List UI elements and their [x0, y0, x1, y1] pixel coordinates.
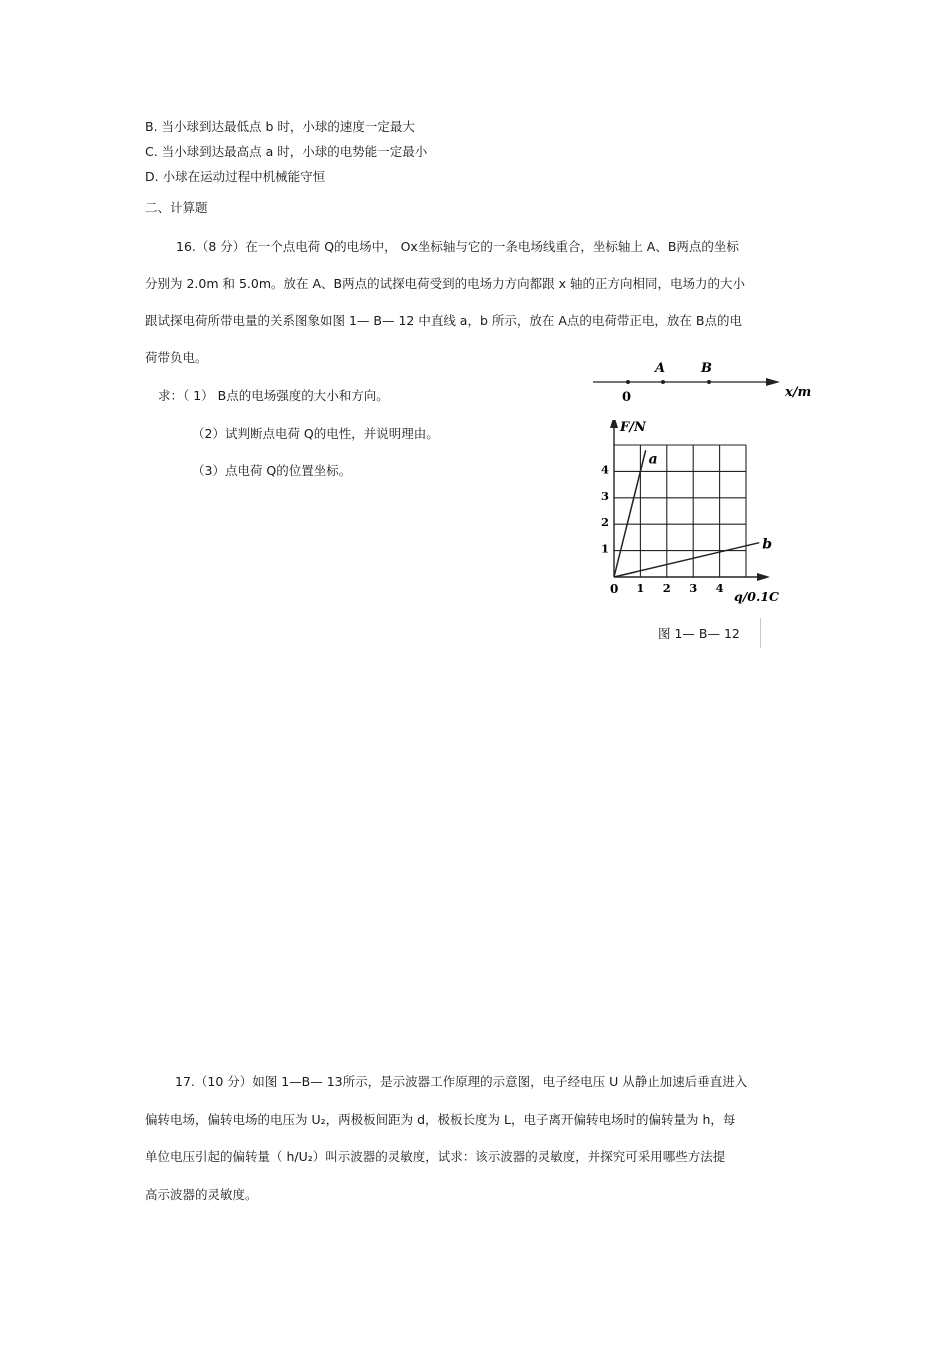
q16-line2: 分别为 2.0m 和 5.0m。放在 A、B两点的试探电荷受到的电场力方向都跟 x 轴的正方向相同，电场力的大小	[145, 276, 745, 291]
q17-line3: 单位电压引起的偏转量（ h/U₂）叫示波器的灵敏度，试求：该示波器的灵敏度，并探究可采用哪些方法提	[145, 1149, 726, 1164]
q16-ask2: （2）试判断点电荷 Q的电性，并说明理由。	[192, 426, 439, 441]
x-tick-label: 3	[689, 581, 698, 595]
choice-b: B. 当小球到达最低点 b 时，小球的速度一定最大	[145, 119, 415, 134]
axis-point-b-label: B	[701, 361, 712, 376]
q16-line4: 荷带负电。	[145, 350, 208, 365]
f-q-graph	[592, 420, 802, 610]
q16-ask3: （3）点电荷 Q的位置坐标。	[192, 463, 352, 478]
y-tick-label: 3	[601, 488, 610, 503]
axis-origin-label: 0	[622, 390, 632, 405]
graph-grid	[614, 445, 746, 577]
q17-line1: 17.（10 分）如图 1—B— 13所示，是示波器工作原理的示意图，电子经电压 U 从静止加速后垂直进入	[175, 1074, 748, 1089]
point-b-dot	[707, 380, 711, 384]
choice-c: C. 当小球到达最高点 a 时，小球的电势能一定最小	[145, 144, 428, 159]
point-a-dot	[661, 380, 665, 384]
x-axis-arrow	[766, 378, 780, 386]
choice-d: D. 小球在运动过程中机械能守恒	[145, 169, 326, 184]
series-label-a: a	[648, 451, 658, 468]
x-tick-label: 4	[715, 581, 724, 595]
graph-x-label: q/0.1C	[734, 589, 780, 604]
q16-line3: 跟试探电荷所带电量的关系图象如图 1— B— 12 中直线 a，b 所示，放在 A点的电荷带正电，放在 B点的电	[145, 313, 742, 328]
axis-point-a-label: A	[655, 361, 666, 376]
axis-x-label: x/m	[785, 385, 812, 400]
x-axis-figure	[585, 355, 815, 405]
x-axis-arrow	[757, 573, 770, 581]
y-tick-label: 1	[601, 541, 610, 556]
q17-line2: 偏转电场，偏转电场的电压为 U₂，两极板间距为 d，极板长度为 L，电子离开偏转电场时的偏转量为 h，每	[145, 1112, 736, 1127]
graph-origin-label: 0	[610, 582, 619, 596]
q16-ask1: 求：（ 1） B点的电场强度的大小和方向。	[158, 388, 389, 403]
origin-dot	[626, 380, 630, 384]
q16-line1: 16.（8 分）在一个点电荷 Q的电场中， Ox坐标轴与它的一条电场线重合，坐标轴上 A、B两点的坐标	[176, 239, 739, 254]
x-tick-label: 2	[662, 581, 671, 595]
figure-caption: 图 1— B— 12	[658, 626, 740, 641]
x-tick-label: 1	[636, 581, 645, 595]
graph-y-label: F/N	[620, 420, 646, 435]
y-tick-label: 4	[601, 462, 610, 477]
y-tick-label: 2	[601, 515, 610, 530]
figure-caption-separator	[760, 618, 761, 648]
series-line-b	[614, 543, 759, 577]
series-label-b: b	[762, 536, 772, 553]
y-axis-arrow	[610, 420, 618, 428]
q17-line4: 高示波器的灵敏度。	[145, 1187, 258, 1202]
section-title: 二、计算题	[145, 200, 208, 215]
